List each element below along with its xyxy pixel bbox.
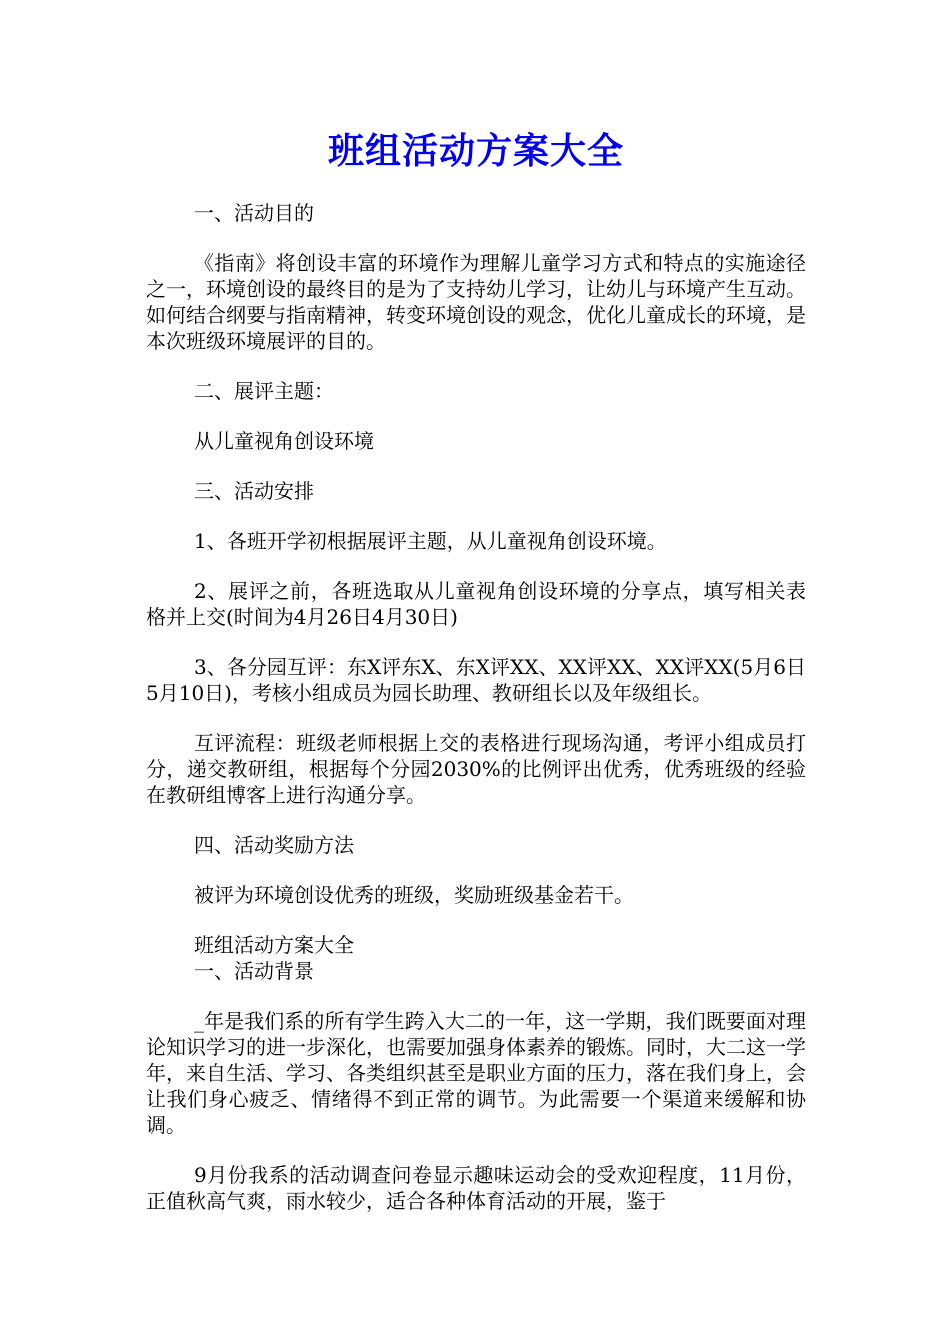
section-heading-purpose: 一、活动目的 (194, 201, 314, 225)
document-title: 班组活动方案大全 (327, 131, 624, 172)
section-heading-arrangement: 三、活动安排 (194, 479, 314, 503)
second-title: 班组活动方案大全 (194, 933, 354, 957)
paragraph-purpose: 《指南》将创设丰富的环境作为理解儿童学习方式和特点的实施途径之一，环境创设的最终目的是为了支持幼儿学习，让幼儿与环境产生互动。如何结合纲要与指南精神，转变环境创设的观念，优化儿童成长的环境，是本次班级环境展评的目的。 (146, 251, 806, 353)
section-heading-reward: 四、活动奖励方法 (194, 833, 354, 857)
section-heading-background: 一、活动背景 (194, 959, 314, 983)
paragraph-reward: 被评为环境创设优秀的班级，奖励班级基金若干。 (194, 883, 634, 907)
paragraph-review-process: 互评流程：班级老师根据上交的表格进行现场沟通，考评小组成员打分，递交教研组，根据每个分园2030%的比例评出优秀，优秀班级的经验在教研组博客上进行沟通分享。 (146, 731, 806, 807)
paragraph-arrangement-1: 1、各班开学初根据展评主题，从儿童视角创设环境。 (194, 529, 667, 553)
paragraph-arrangement-2: 2、展评之前，各班选取从儿童视角创设环境的分享点，填写相关表格并上交(时间为4月26日4月30日) (146, 579, 806, 629)
paragraph-background-1: _年是我们系的所有学生跨入大二的一年，这一学期，我们既要面对理论知识学习的进一步深化，也需要加强身体素养的锻炼。同时，大二这一学年，来自生活、学习、各类组织甚至是职业方面的压力，落在我们身上，会让我们身心疲乏、情绪得不到正常的调节。为此需要一个渠道来缓解和协调。 (146, 1009, 806, 1137)
paragraph-theme: 从儿童视角创设环境 (194, 429, 374, 453)
paragraph-background-2: 9月份我系的活动调查问卷显示趣味运动会的受欢迎程度，11月份，正值秋高气爽，雨水较少，适合各种体育活动的开展，鉴于 (146, 1163, 806, 1213)
document-page (146, 126, 806, 1214)
section-heading-theme: 二、展评主题： (194, 379, 334, 403)
paragraph-arrangement-3: 3、各分园互评：东X评东X、东X评XX、XX评XX、XX评XX(5月6日5月10日)，考核小组成员为园长助理、教研组长以及年级组长。 (146, 655, 806, 705)
